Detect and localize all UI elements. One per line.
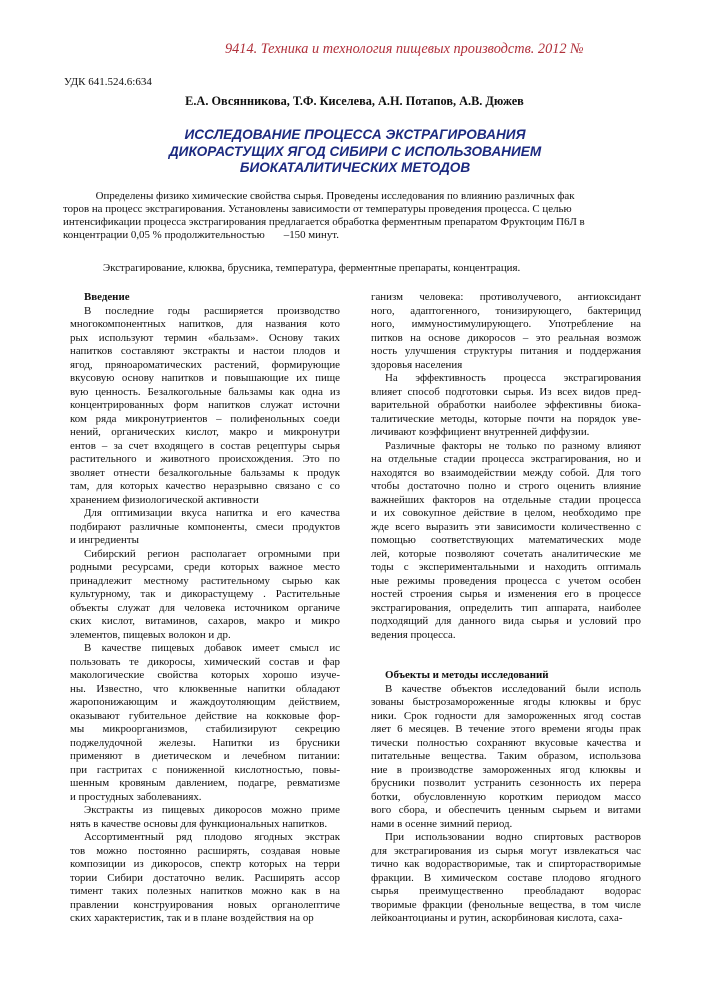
udk-code: УДК 641.524.6:634 bbox=[64, 76, 152, 88]
text-line: В качестве объектов исследований были исполь bbox=[385, 682, 641, 695]
text-line: тов можно постоянно расширять, создавая новые bbox=[70, 844, 340, 857]
text-line: ного, иммуностимулирующего. Употребление на bbox=[371, 318, 641, 330]
text-line: находятся во взаимодействии между собой. Для того bbox=[371, 466, 641, 479]
text-line: ные режимы проведения процесса с учетом особен bbox=[371, 574, 641, 587]
abstract-line: интенсификации процесса экстрагирования предлагается обработка ферментным препаратом Фруктоцим П6Л в bbox=[63, 216, 585, 229]
text-line: ностей строения сырья и изменения его в процессе bbox=[371, 588, 641, 600]
text-line: нами в осенне зимний период. bbox=[371, 817, 513, 830]
section-heading: Введение bbox=[84, 291, 130, 303]
text-line: родными ресурсами, среди которых важное место bbox=[70, 561, 340, 573]
text-line: здоровья населения bbox=[371, 358, 463, 371]
text-line: Для оптимизации вкуса напитка и его качества bbox=[84, 507, 340, 519]
text-line: культурному, так и дикорастущему . Растительные bbox=[70, 588, 340, 600]
abstract bbox=[63, 190, 649, 242]
title-line: ИССЛЕДОВАНИЕ ПРОЦЕССА ЭКСТРАГИРОВАНИЯ bbox=[184, 127, 526, 142]
abstract-line: концентрации 0,05 % продолжительностью –150 минут. bbox=[63, 229, 339, 242]
text-line: напитков составляют экстракты и настои плодов и bbox=[70, 345, 340, 357]
right-column bbox=[371, 291, 641, 926]
text-line: при гастритах с пониженной кислотностью, повы- bbox=[70, 763, 340, 776]
text-line: вого сбора, и обеспечить ценным сырьем и витами bbox=[371, 804, 641, 816]
keywords: Экстрагирование, клюква, брусника, температура, ферментные препараты, концентрация. bbox=[103, 262, 521, 274]
text-line: рых используют термин «бальзам». Основу таких bbox=[70, 331, 340, 344]
abstract-line: торов на процесс экстрагирования. Установлены зависимости от температуры проведения процесса. С целью bbox=[63, 203, 572, 216]
text-line: зволяет отнести безалкогольные бальзамы к продук bbox=[70, 466, 340, 479]
text-line: Различные факторы не только по разному влияют bbox=[385, 439, 641, 452]
text-line: применяют в диетическом и лечебном питании: bbox=[70, 750, 340, 762]
text-line: многокомпонентных напитков, для названия кото bbox=[70, 318, 340, 330]
text-line: В качестве пищевых добавок имеет смысл ис bbox=[84, 642, 340, 654]
text-line: питков на основе дикоросов – это реальная возмож bbox=[371, 331, 641, 344]
text-line: ведения процесса. bbox=[371, 628, 456, 641]
text-line: подбирают различные компоненты, смеси продуктов bbox=[70, 520, 340, 533]
text-line: ние в производстве замороженных ягод клюквы и bbox=[371, 763, 641, 776]
section-gap bbox=[371, 642, 641, 669]
text-line: брусники позволит устранить сезонность их перера bbox=[371, 777, 641, 789]
text-line: нять в качестве основы для функциональных напитков. bbox=[70, 817, 328, 830]
text-line: фракции. В химическом составе плодово ягодного bbox=[371, 871, 641, 884]
text-line: там, для которых качество неразрывно связано с со bbox=[70, 480, 340, 492]
text-line: тимент таких полезных напитков можно как в на bbox=[70, 885, 340, 897]
text-line: чтобы достаточно полно и строго оценить влияние bbox=[371, 480, 641, 492]
left-column bbox=[70, 291, 340, 926]
abstract-line: Определены физико химические свойства сырья. Проведены исследования по влиянию различных фак bbox=[63, 190, 575, 202]
text-line: талитические методы, которые почти на порядок уве- bbox=[371, 412, 641, 425]
text-line: При использовании водно спиртовых растворов bbox=[385, 831, 641, 843]
text-line: лей, которые позволяют сочетать аналитические ме bbox=[371, 547, 641, 560]
text-line: тории Сибири достаточно велик. Расширять ассор bbox=[70, 871, 340, 884]
text-line: концентрированных форм напитков служат источни bbox=[70, 399, 340, 411]
text-line: ягод, пряноароматических растений, формирующие bbox=[70, 358, 340, 371]
text-line: Сибирский регион располагает огромными при bbox=[84, 547, 340, 560]
text-line: вую ценность. Безалкогольные бальзамы как одна из bbox=[70, 385, 340, 398]
text-line: правлении конструирования новых органолептиче bbox=[70, 898, 340, 911]
text-line: подходящий для данного вида сырья и условий про bbox=[371, 615, 641, 627]
text-line: ских характеристик, так и в плане воздействия на ор bbox=[70, 912, 314, 924]
text-line: шенным кровяным давлением, подагре, ревматизме bbox=[70, 777, 340, 789]
text-line: оказывают губительное действие на кокковые фор- bbox=[70, 709, 340, 722]
text-line: для экстрагирования из сырья могут извлекаться час bbox=[371, 844, 641, 857]
text-line: и ингредиенты bbox=[70, 534, 139, 546]
text-line: экстрагирования, определить тип аппарата, наиболее bbox=[371, 601, 641, 614]
text-line: макологические свойства которых хорошо изуче- bbox=[70, 669, 340, 681]
text-line: нений, органических кислот, макро и микронутри bbox=[70, 426, 340, 438]
text-line: сырья преимущественно преобладают водорас bbox=[371, 885, 641, 897]
text-line: важнейших факторов на отдельные стадии процесса bbox=[371, 493, 641, 506]
text-line: элементов, пищевых волокон и др. bbox=[70, 628, 231, 641]
title-line: ДИКОРАСТУЩИХ ЯГОД СИБИРИ С ИСПОЛЬЗОВАНИЕМ bbox=[168, 143, 542, 159]
authors: Е.А. Овсянникова, Т.Ф. Киселева, А.Н. Потапов, А.В. Дюжев bbox=[185, 94, 524, 108]
text-line: поджелудочной железы. Напитки из брусники bbox=[70, 736, 340, 749]
text-line: лейкоантоцианы и рутин, аскорбиновая кислота, саха- bbox=[371, 912, 623, 924]
text-line: На эффективность процесса экстрагирования bbox=[385, 372, 641, 384]
text-line: творимые фракции (фенольные вещества, в том числе bbox=[371, 898, 641, 911]
text-line: тоды с экспериментальными и находить оптималь bbox=[371, 561, 641, 573]
text-line: тически полностью сохраняют вкусовые качества и bbox=[371, 736, 641, 749]
text-line: принадлежит местному растительному сырью как bbox=[70, 574, 340, 587]
text-line: помощью соответствующих математических моде bbox=[371, 534, 641, 546]
text-line: варительной обработки наиболее эффективны биока- bbox=[371, 399, 641, 411]
title-line: БИОКАТАЛИТИЧЕСКИХ МЕТОДОВ bbox=[239, 160, 471, 175]
text-line: композиции из дикоросов, спектр которых на терри bbox=[70, 858, 340, 870]
text-line: жаропонижающим и жаждоутоляющим действием, bbox=[70, 696, 340, 708]
text-line: питательные вещества. Таким образом, использова bbox=[371, 750, 641, 762]
text-line: ники. Срок годности для замороженных ягод состав bbox=[371, 709, 641, 722]
text-line: и простудных заболеваниях. bbox=[70, 790, 202, 803]
text-line: мы микроорганизмов, стабилизируют секрецию bbox=[70, 723, 340, 735]
text-line: жде всего выразить эти зависимости количественно с bbox=[371, 520, 641, 533]
text-line: вкусовую основу напитков и повышающие их пище bbox=[70, 372, 340, 384]
text-line: В последние годы расширяется производство bbox=[84, 304, 340, 317]
text-line: пользовать те дикоросы, химический состав и фар bbox=[70, 655, 340, 668]
text-line: объекты служат для человека источником органиче bbox=[70, 601, 340, 614]
text-line: хранением физиологической активности bbox=[70, 493, 259, 506]
text-line: ность улучшения структуры питания и поддержания bbox=[371, 345, 641, 357]
text-line: ганизм человека: противолучевого, антиоксидант bbox=[371, 291, 641, 303]
text-line: ляет 6 месяцев. В течение этого времени ягоды прак bbox=[371, 723, 641, 735]
text-line: Ассортиментный ряд плодово ягодных экстрак bbox=[84, 831, 340, 843]
section-heading: Объекты и методы исследований bbox=[385, 669, 549, 681]
text-line: растительного и животного происхождения. Это по bbox=[70, 453, 340, 465]
text-line: зованы быстрозамороженные ягоды клюквы и брус bbox=[371, 696, 641, 708]
text-line: личивают коэффициент внутренней диффузии. bbox=[371, 426, 590, 438]
text-line: ком ряда микронутриентов – полифенольных соеди bbox=[70, 412, 340, 425]
article-title bbox=[100, 127, 610, 177]
text-line: и их совокупное действие в целом, необходимо пре bbox=[371, 507, 641, 519]
text-line: тично как водорастворимые, так и спирторастворимые bbox=[371, 858, 641, 870]
text-line: ентов – за счет входящего в состав рецептуры сырья bbox=[70, 439, 340, 452]
text-line: ских кислот, витаминов, сахаров, макро и микро bbox=[70, 615, 340, 627]
text-line: ны. Известно, что клюквенные напитки обладают bbox=[70, 682, 340, 695]
text-line: Экстракты из пищевых дикоросов можно приме bbox=[84, 804, 340, 816]
text-line: ботки, обусловленную коротким периодом массо bbox=[371, 790, 641, 803]
journal-header: 9414. Техника и технология пищевых производств. 2012 № bbox=[225, 41, 584, 57]
text-line: ного, адаптогенного, тонизирующего, бактерицид bbox=[371, 304, 641, 317]
text-line: на отдельные стадии процесса экстрагирования, но и bbox=[371, 453, 641, 465]
text-line: влияет способ подготовки сырья. Из всех видов пред- bbox=[371, 385, 641, 398]
